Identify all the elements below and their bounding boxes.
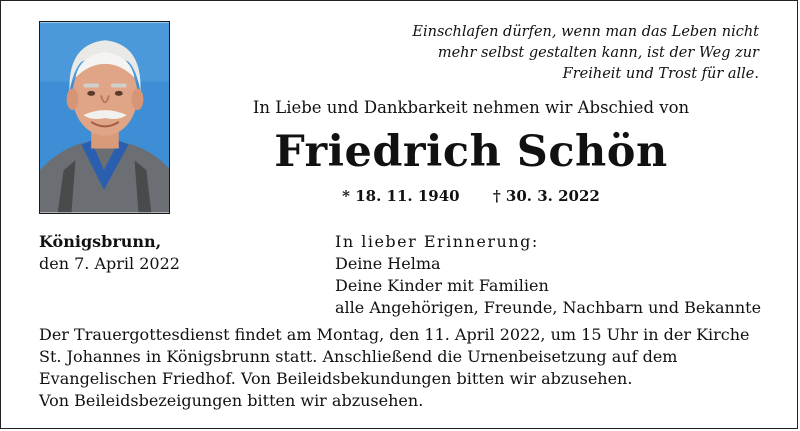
mourner-line: Deine Helma: [335, 254, 441, 273]
mourner-line: alle Angehörigen, Freunde, Nachbarn und Bekannte: [335, 298, 762, 317]
service-announcement: [39, 324, 750, 412]
service-line: Der Trauergottesdienst findet am Montag, den 11. April 2022, um 15 Uhr in der Kirche: [39, 325, 750, 344]
birth-date: * 18. 11. 1940: [342, 187, 460, 205]
quote-verse: [339, 22, 759, 85]
service-line: Evangelischen Friedhof. Von Beileidsbekundungen bitten wir abzusehen.: [39, 369, 633, 388]
deceased-name: Friedrich Schön: [274, 127, 668, 177]
service-line: St. Johannes in Königsbrunn statt. Anschließend die Urnenbeisetzung auf dem: [39, 347, 678, 366]
portrait-photo: [39, 21, 170, 214]
portrait-illustration: [40, 22, 169, 213]
quote-line: Freiheit und Trost für alle.: [562, 66, 759, 82]
quote-line: Einschlafen dürfen, wenn man das Leben nicht: [412, 24, 759, 40]
mourners-block: [335, 231, 761, 319]
place-and-date: [39, 231, 180, 275]
life-dates: [211, 187, 731, 205]
farewell-intro: In Liebe und Dankbarkeit nehmen wir Abschied von: [252, 98, 690, 117]
quote-line: mehr selbst gestalten kann, ist der Weg zur: [437, 45, 759, 61]
mourner-line: Deine Kinder mit Familien: [335, 276, 549, 295]
mourners-heading: In lieber Erinnerung:: [335, 232, 539, 251]
service-line: Von Beileidsbezeigungen bitten wir abzusehen.: [39, 391, 424, 410]
notice-date: den 7. April 2022: [39, 254, 180, 273]
death-date: † 30. 3. 2022: [492, 187, 600, 205]
place-city: Königsbrunn,: [39, 232, 162, 251]
